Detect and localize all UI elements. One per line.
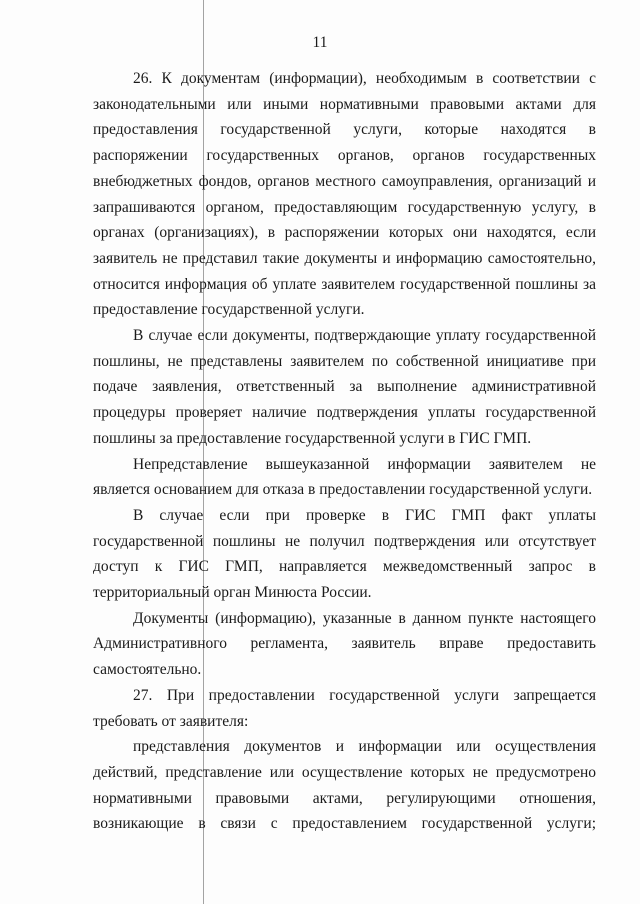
paragraph-not-refusal: Непредставление вышеуказанной информации заявителем не является основанием для отказа в предоставлении государственной услуги. xyxy=(93,455,596,499)
paragraph-26: 26. К документам (информации), необходимым в соответствии с законодательными или иными нормативными правовыми актами для предоставления государственной услуги, которые находятся в распоряжении государственных органов, органов государственных внебюджетных фондов, органов местного самоуправления, организаций и запрашиваются органом, предоставляющим государственную услугу, в органах (организациях), в распоряжении которых они находятся, если заявитель не представил такие документы и информацию самостоятельно, относится информация об уплате заявителем государственной пошлины за предоставление государственной услуги. xyxy=(93,70,596,319)
page-number: 11 xyxy=(312,34,328,51)
paragraph-interagency-request: В случае если при проверке в ГИС ГМП факт уплаты государственной пошлины не получил подтверждения или отсутствует доступ к ГИС ГМП, направляется межведомственный запрос в территориальный орган Минюста России. xyxy=(93,506,596,602)
document-body xyxy=(93,66,596,837)
paragraph-prohibition-item: представления документов и информации или осуществления действий, представление или осуществление которых не предусмотрено нормативными правовыми актами, регулирующими отношения, возникающие в связи с предоставлением государственной услуги; xyxy=(93,738,596,833)
paragraph-self-submission: Документы (информацию), указанные в данном пункте настоящего Административного регламента, заявитель вправе предоставить самостоятельно. xyxy=(93,609,596,679)
paragraph-27: 27. При предоставлении государственной услуги запрещается требовать от заявителя: xyxy=(93,686,596,730)
paragraph-fee-check: В случае если документы, подтверждающие уплату государственной пошлины, не представлены заявителем по собственной инициативе при подаче заявления, ответственный за выполнение административной процедуры проверяет наличие подтверждения уплаты государственной пошлины за предоставление государственной услуги в ГИС ГМП. xyxy=(93,327,596,447)
